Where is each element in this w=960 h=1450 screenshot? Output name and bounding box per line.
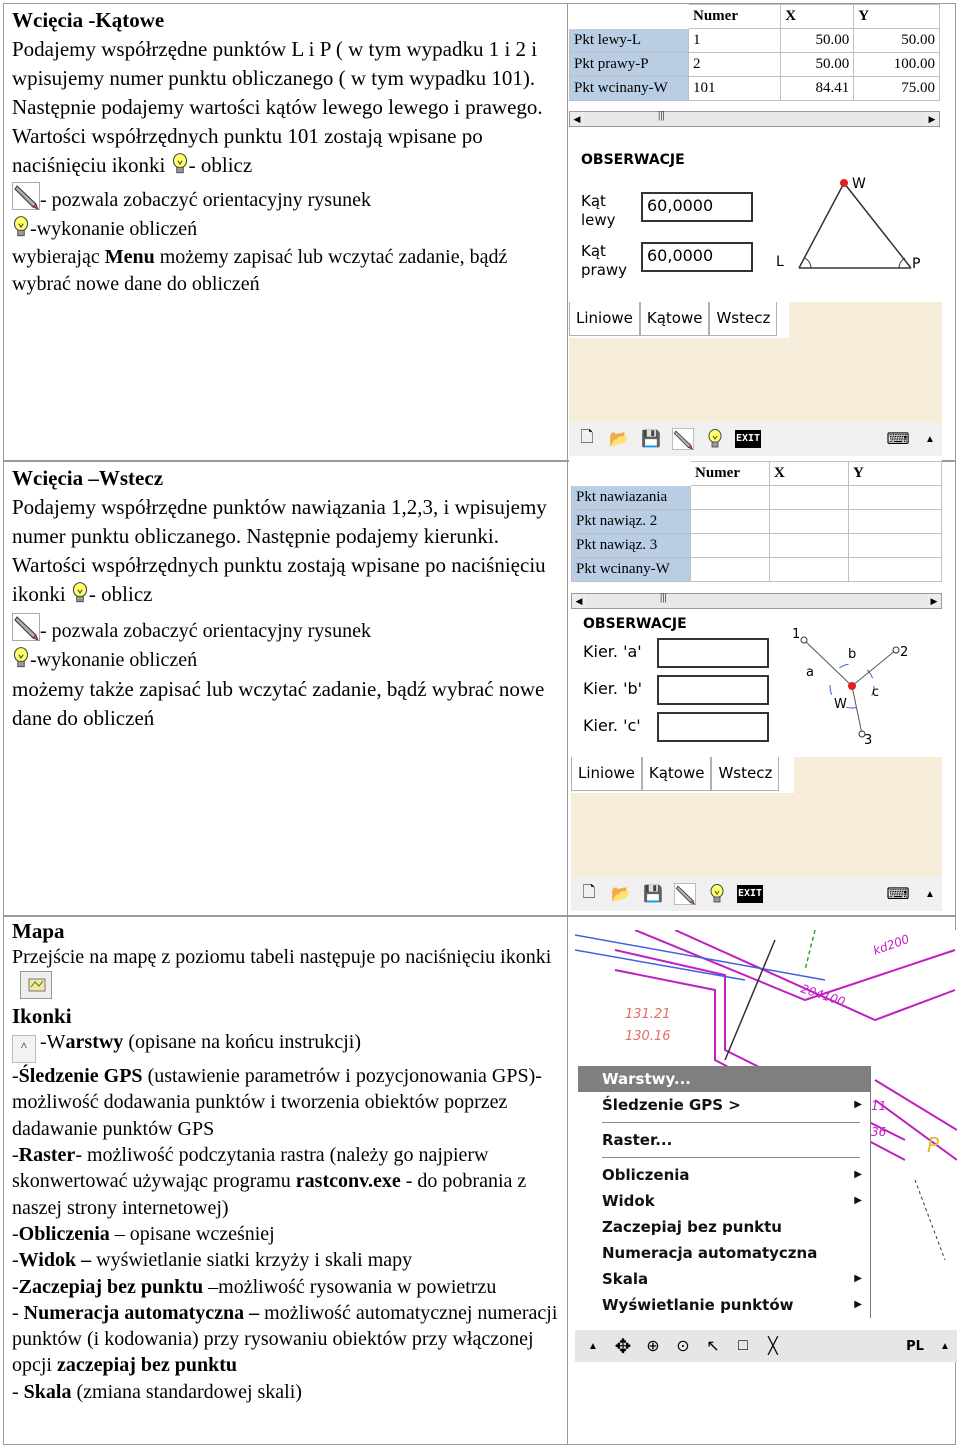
menu-item-raster[interactable]: Raster...	[602, 1131, 673, 1149]
angle-left-input[interactable]: 60,0000	[641, 192, 753, 222]
submenu-arrow-icon: ▶	[854, 1169, 862, 1180]
grid-header-y: Y	[849, 462, 942, 486]
cell-y[interactable]: 50.00	[854, 29, 940, 53]
dir-a-label: Kier. 'a'	[583, 642, 642, 661]
katowe-grid	[569, 4, 940, 101]
grid-row[interactable]	[572, 486, 942, 510]
tab-katowe[interactable]: Kątowe	[640, 302, 710, 336]
cell-y[interactable]	[849, 534, 942, 558]
cell-x[interactable]: 50.00	[781, 53, 854, 77]
menu-label: Śledzenie GPS >	[602, 1096, 741, 1114]
save-icon[interactable]: 💾	[643, 886, 663, 903]
scroll-right-icon[interactable]: ▶	[927, 594, 941, 608]
point-w	[848, 682, 856, 690]
item-post: (zmiana standardowej skali)	[71, 1380, 302, 1403]
triangle-right-side	[844, 183, 911, 268]
grid-row[interactable]	[570, 53, 940, 77]
open-folder-icon[interactable]: 📂	[609, 431, 629, 448]
keyboard-icon[interactable]: ⌨	[886, 886, 910, 903]
grid-corner	[572, 462, 691, 486]
menu-item-skala[interactable]	[578, 1266, 870, 1292]
chevron-up-icon[interactable]: ▲	[925, 433, 935, 445]
language-indicator[interactable]: PL	[906, 1338, 924, 1354]
cell-y[interactable]: 75.00	[854, 77, 940, 101]
angle-left-arc	[805, 258, 811, 268]
cell-x[interactable]	[770, 510, 849, 534]
column-divider	[567, 4, 568, 460]
submenu-arrow-icon: ▶	[854, 1273, 862, 1284]
cell-numer[interactable]	[691, 558, 770, 582]
map-line	[875, 1080, 957, 1130]
chevron-up-icon[interactable]: ▲	[940, 1340, 950, 1352]
grid-row[interactable]	[572, 534, 942, 558]
grid-header-x: X	[781, 5, 854, 29]
section3-p1-text: Przejście na mapę z poziomu tabeli następuje po naciśnięciu ikonki	[12, 946, 552, 969]
map-icon	[20, 971, 52, 999]
zoom-icon[interactable]: ⊙	[676, 1338, 690, 1355]
bulb-icon[interactable]	[705, 882, 729, 906]
row-label[interactable]: Pkt lewy-L	[570, 29, 689, 53]
label-w: W	[834, 697, 847, 712]
item-bold2: zaczepiaj bez punktu	[57, 1354, 237, 1377]
map-line	[725, 940, 775, 1060]
item-post: (opisane na końcu instrukcji)	[123, 1031, 362, 1054]
row-label[interactable]: Pkt nawiazania	[572, 486, 691, 510]
item-pre: -	[12, 1065, 19, 1088]
item-bold: Obliczenia	[18, 1222, 110, 1245]
menu-item-sledzenie-gps[interactable]	[578, 1092, 870, 1118]
item-post: –możliwość rysowania w powietrzu	[203, 1275, 497, 1298]
grid-row[interactable]	[570, 77, 940, 101]
item-pre: -	[12, 1301, 24, 1324]
cell-numer[interactable]: 1	[689, 29, 781, 53]
katowe-screen	[569, 4, 942, 456]
map-line	[805, 930, 815, 970]
menu-pre: wybierając	[12, 246, 100, 268]
item-zaczepiaj	[12, 1274, 564, 1300]
grid-row[interactable]	[570, 29, 940, 53]
icons-heading: Ikonki	[12, 1003, 72, 1028]
angle-right-label	[581, 242, 627, 280]
dir-a-input[interactable]	[657, 638, 769, 668]
move-icon[interactable]: ✥	[614, 1335, 632, 1358]
cursor-icon[interactable]: ↖	[706, 1338, 720, 1355]
grid-header-row	[570, 5, 940, 29]
cell-x[interactable]	[770, 534, 849, 558]
cell-x[interactable]	[770, 486, 849, 510]
angle-left-label	[581, 192, 616, 230]
scroll-right-icon[interactable]: ▶	[925, 112, 939, 126]
pencil-icon[interactable]	[673, 882, 697, 906]
tab-liniowe[interactable]: Liniowe	[569, 302, 640, 336]
grid-row[interactable]	[572, 558, 942, 582]
angle-right-input[interactable]: 60,0000	[641, 242, 753, 272]
item-post: – opisane wcześniej	[109, 1222, 275, 1245]
item-bold: Śledzenie GPS	[18, 1065, 143, 1088]
item-pre: -	[12, 1380, 24, 1403]
item-pre: -	[12, 1144, 19, 1167]
map-label: 130.16	[625, 1029, 671, 1044]
menu-label: Obliczenia	[602, 1166, 690, 1184]
bulb-icon	[171, 152, 189, 176]
dir-c-label: Kier. 'c'	[583, 716, 641, 735]
label-3: 3	[864, 733, 873, 746]
section1-p1: Podajemy współrzędne punktów L i P ( w tym wypadku 1 i 2 i wpisujemy numer punktu obliczanego ( w tym wypadku 101). Następnie podajemy wartości kątów lewego lewego i prawego. Wartości współrzędnych punktu 101 zostają wpisane po naciśnięciu ikonki	[12, 37, 543, 177]
menu-label: Skala	[602, 1270, 649, 1288]
menu-post: możemy zapisać lub wczytać zadanie, bądź wybrać nowe dane do obliczeń	[12, 246, 508, 295]
section1-heading: Wcięcia -Kątowe	[12, 8, 165, 32]
item-obliczenia	[12, 1221, 564, 1247]
line-to-2	[852, 650, 896, 686]
cell-numer[interactable]: 101	[689, 77, 781, 101]
grid-header-numer: Numer	[691, 462, 770, 486]
beige-panel	[569, 338, 942, 422]
menu-item-wyswietlanie[interactable]	[578, 1292, 870, 1318]
section2-bulb-line	[12, 646, 564, 675]
item-post: - możliwość podczytania rastra (należy go najpierw skonwertować używając programu	[12, 1144, 489, 1193]
section1-pencil-line	[12, 182, 564, 215]
tab-liniowe[interactable]: Liniowe	[571, 757, 642, 791]
section3-text	[12, 918, 564, 1405]
cell-x[interactable]	[770, 558, 849, 582]
menu-bold: Menu	[104, 246, 155, 268]
bulb-icon	[12, 215, 30, 239]
label-b: b	[848, 647, 857, 662]
bulb-text: -wykonanie obliczeń	[30, 218, 198, 240]
item-skala	[12, 1379, 564, 1405]
menu-item-numeracja[interactable]: Numeracja automatyczna	[602, 1244, 818, 1262]
label-p: P	[912, 256, 921, 272]
menu-item-obliczenia[interactable]	[578, 1162, 870, 1188]
column-divider	[567, 916, 568, 1444]
submenu-arrow-icon: ▶	[854, 1195, 862, 1206]
map-label: 36	[871, 1125, 887, 1139]
scroll-thumb[interactable]: |||	[658, 109, 665, 121]
map-label: 204100	[799, 981, 847, 1010]
menu-item-widok[interactable]	[578, 1188, 870, 1214]
item-numeracja	[12, 1300, 564, 1379]
wstecz-toolbar	[571, 877, 942, 911]
pencil-text: - pozwala zobaczyć orientacyjny rysunek	[40, 189, 371, 211]
item-bold: Skala	[23, 1380, 72, 1403]
obs-title: OBSERWACJE	[583, 616, 687, 632]
item-post: (ustawienie parametrów i pozycjonowania GPS)- możliwość dodawania punktów i tworzenia obiektów poprzez dadawanie punktów GPS	[12, 1065, 542, 1140]
item-warstwy	[12, 1029, 564, 1063]
section2-p2: możemy także zapisać lub wczytać zadanie, bądź wybrać nowe dane do obliczeń	[12, 677, 545, 730]
row-label[interactable]: Pkt prawy-P	[570, 53, 689, 77]
menu-separator	[602, 1157, 860, 1158]
wstecz-screen	[569, 459, 942, 913]
scroll-left-icon[interactable]: ◀	[572, 594, 586, 608]
triangle-diagram	[774, 168, 934, 283]
bulb-icon	[12, 646, 30, 670]
section2-heading: Wcięcia –Wstecz	[12, 466, 164, 490]
line-tool-icon[interactable]: ╳	[768, 1338, 778, 1355]
label-c: c	[872, 685, 880, 700]
pencil-icon[interactable]	[671, 427, 695, 451]
item-bold2: rastconv.exe	[295, 1170, 401, 1193]
grid-header-row	[572, 462, 942, 486]
menu-item-warstwy[interactable]: Warstwy...	[578, 1066, 870, 1092]
submenu-arrow-icon: ▶	[854, 1099, 862, 1110]
pencil-icon	[12, 613, 40, 641]
dir-b-input[interactable]	[657, 675, 769, 705]
bulb-text: -wykonanie obliczeń	[30, 649, 198, 671]
item-pre: -W	[40, 1031, 66, 1054]
resection-diagram	[784, 626, 934, 746]
wstecz-grid	[571, 461, 942, 582]
map-screen	[575, 930, 957, 1362]
submenu-arrow-icon: ▶	[854, 1299, 862, 1310]
map-label: 11	[871, 1099, 887, 1113]
cell-numer[interactable]: 2	[689, 53, 781, 77]
cell-numer[interactable]	[691, 534, 770, 558]
exit-icon[interactable]: EXIT	[735, 430, 761, 448]
item-pre: -	[12, 1275, 19, 1298]
pencil-text: - pozwala zobaczyć orientacyjny rysunek	[40, 620, 371, 642]
tab-wstecz[interactable]: Wstecz	[711, 757, 779, 791]
menu-item-zaczepiaj[interactable]: Zaczepiaj bez punktu	[602, 1218, 782, 1236]
map-label: kd200	[871, 931, 912, 958]
cell-numer[interactable]	[691, 486, 770, 510]
map-label: P	[927, 1133, 940, 1157]
item-post: możliwość automatycznej numeracji punktów (i kodowania) przy rysowaniu obiektów przy włączonej opcji	[12, 1301, 558, 1377]
chevron-up-icon: ^	[12, 1035, 36, 1063]
grid-header-y: Y	[854, 5, 940, 29]
cell-numer[interactable]	[691, 510, 770, 534]
section1-menu-line	[12, 244, 564, 298]
dir-c-input[interactable]	[657, 712, 769, 742]
section3-heading: Mapa	[12, 919, 65, 943]
label-2: 2	[900, 645, 909, 660]
row-label[interactable]: Pkt wcinany-W	[570, 77, 689, 101]
angle-right-label-2: prawy	[581, 261, 628, 279]
tab-katowe[interactable]: Kątowe	[642, 757, 712, 791]
item-widok	[12, 1247, 564, 1273]
item-gps	[12, 1063, 564, 1142]
row-label[interactable]: Pkt wcinany-W	[572, 558, 691, 582]
rectangle-icon[interactable]: □	[738, 1337, 748, 1354]
point-1	[801, 637, 807, 643]
section2-p1: Podajemy współrzędne punktów nawiązania 1,2,3, i wpisujemy numer punktu obliczanego. Następnie podajemy kierunki. Wartości współrzędnych punktu zostają wpisane po naciśnięciu ikonki	[12, 495, 547, 606]
menu-separator	[602, 1122, 860, 1123]
cell-y[interactable]	[849, 510, 942, 534]
item-bold: Zaczepiaj bez punktu	[18, 1275, 204, 1298]
line-to-3	[852, 686, 862, 734]
item-bold: Raster	[18, 1144, 76, 1167]
section1-paragraph	[12, 35, 564, 180]
row-label[interactable]: Pkt nawiąz. 2	[572, 510, 691, 534]
dir-b-label: Kier. 'b'	[583, 679, 643, 698]
label-w: W	[852, 176, 866, 192]
label-a: a	[806, 665, 814, 680]
horizontal-scrollbar[interactable]	[571, 593, 942, 609]
grid-corner	[570, 5, 689, 29]
row-label[interactable]: Pkt nawiąz. 3	[572, 534, 691, 558]
menu-label: Wyświetlanie punktów	[602, 1296, 794, 1314]
section1-text	[12, 6, 564, 298]
map-toolbar	[575, 1330, 957, 1362]
item-pre: -	[12, 1222, 19, 1245]
cell-x[interactable]: 50.00	[781, 29, 854, 53]
wstecz-tabs	[571, 757, 779, 791]
map-line	[915, 1180, 945, 1260]
angle-left-label-1: Kąt	[581, 192, 606, 210]
bulb-icon	[71, 581, 89, 605]
item-post: wyświetlanie siatki krzyży i skali mapy	[91, 1249, 413, 1272]
new-file-icon[interactable]: 🗋	[582, 883, 596, 901]
zoom-in-icon[interactable]: ⊕	[646, 1338, 660, 1355]
bulb-icon[interactable]	[703, 427, 727, 451]
item-post2: - do pobrania z naszej strony internetowej)	[12, 1170, 527, 1219]
katowe-tabs	[569, 302, 777, 336]
map-context-menu	[578, 1066, 871, 1318]
item-bold: arstwy	[65, 1031, 124, 1054]
beige-panel-right	[794, 757, 942, 793]
section2-p1-tail: - oblicz	[88, 582, 153, 606]
section1-p1-tail: - oblicz	[188, 153, 253, 177]
chevron-up-icon[interactable]: ▲	[588, 1340, 598, 1352]
triangle-left-side	[799, 183, 844, 268]
map-label: 131.21	[625, 1007, 671, 1022]
beige-panel-right	[789, 302, 942, 338]
section2-pencil-line	[12, 613, 564, 646]
cell-x[interactable]: 84.41	[781, 77, 854, 101]
obs-title: OBSERWACJE	[581, 152, 685, 168]
label-l: L	[776, 254, 784, 270]
horizontal-scrollbar[interactable]	[569, 111, 940, 127]
section2-paragraph	[12, 493, 564, 609]
katowe-toolbar	[569, 422, 942, 456]
angle-left-label-2: lewy	[581, 211, 616, 229]
grid-header-x: X	[770, 462, 849, 486]
tab-wstecz[interactable]: Wstecz	[709, 302, 777, 336]
open-folder-icon[interactable]: 📂	[611, 886, 631, 903]
cell-y[interactable]: 100.00	[854, 53, 940, 77]
column-divider	[567, 462, 568, 916]
grid-row[interactable]	[572, 510, 942, 534]
angle-right-label-1: Kąt	[581, 242, 606, 260]
item-bold: Widok –	[18, 1249, 92, 1272]
grid-header-numer: Numer	[689, 5, 781, 29]
chevron-up-icon[interactable]: ▲	[925, 888, 935, 900]
label-1: 1	[792, 627, 801, 642]
item-pre: -	[12, 1249, 19, 1272]
scroll-left-icon[interactable]: ◀	[570, 112, 584, 126]
cell-y[interactable]	[849, 486, 942, 510]
keyboard-icon[interactable]: ⌨	[886, 431, 910, 448]
beige-panel	[571, 793, 942, 877]
save-icon[interactable]: 💾	[641, 431, 661, 448]
section1-bulb-line	[12, 215, 564, 244]
menu-label: Widok	[602, 1192, 655, 1210]
point-2	[893, 647, 899, 653]
pencil-icon	[12, 182, 40, 210]
cell-y[interactable]	[849, 558, 942, 582]
item-bold: Numeracja automatyczna –	[23, 1301, 260, 1324]
exit-icon[interactable]: EXIT	[737, 885, 763, 903]
section2-text	[12, 464, 564, 733]
section3-p1	[12, 944, 564, 1003]
item-raster	[12, 1142, 564, 1221]
point-w	[840, 179, 848, 187]
scroll-thumb[interactable]: |||	[660, 591, 667, 603]
new-file-icon[interactable]: 🗋	[580, 428, 594, 446]
